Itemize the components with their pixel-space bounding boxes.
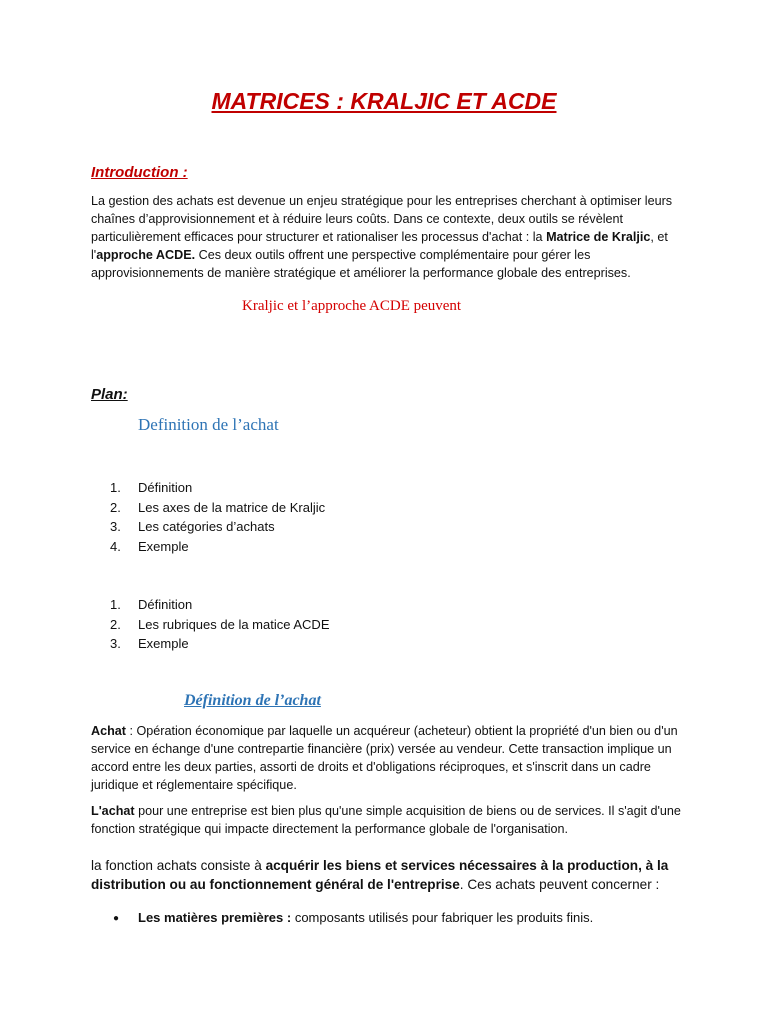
definition-paragraph-2 xyxy=(91,802,691,838)
list-number: 3. xyxy=(110,636,121,651)
bullet-bold: Les matières premières : xyxy=(138,910,292,925)
intro-text-1: La gestion des achats est devenue un enjeu stratégique pour les entreprises cherchant à optimiser leurs chaînes d’approvisionnement et à réduire leurs coûts. Dans ce contexte, deux outils se révèlent particulièrement efficaces pour structurer et rationaliser les processus d'achat : la xyxy=(91,194,673,244)
def-text-3a: la fonction achats consiste à xyxy=(91,858,266,873)
list-text: Les rubriques de la matice ACDE xyxy=(138,616,330,632)
definition-paragraph-3 xyxy=(91,856,691,894)
bullet-icon: ● xyxy=(113,913,120,924)
definition-paragraph-1 xyxy=(91,722,691,794)
list-text: Définition xyxy=(138,480,193,495)
bullet-text: composants utilisés pour fabriquer les produits finis. xyxy=(291,910,594,925)
plan-heading: Plan: xyxy=(91,386,128,403)
list-number: 3. xyxy=(110,519,121,534)
def-text-1: : Opération économique par laquelle un acquéreur (acheteur) obtient la propriété d'un bien ou d'un service en échange d'une contrepartie financière (prix) versée au vendeur. Cette transaction implique un accord entre les deux parties, assorti de droits et d'obligations réciproques, et s'inscrit dans un cadre juridique et réglementaire spécifique. xyxy=(91,724,678,792)
def-bold-achat: Achat xyxy=(91,724,126,738)
list-item xyxy=(110,480,410,500)
list-text: Exemple xyxy=(138,636,189,651)
list-number: 4. xyxy=(110,538,121,554)
list-item xyxy=(110,519,410,539)
intro-text-3: Ces deux outils offrent une perspective complémentaire pour gérer les approvisionnements de manière stratégique et améliorer la performance globale des entreprises. xyxy=(91,248,631,280)
list-number: 1. xyxy=(110,597,121,612)
plan-subheading: Definition de l’achat xyxy=(138,415,279,434)
list-item xyxy=(110,500,410,520)
plan-list-acde xyxy=(110,597,410,656)
introduction-heading: Introduction : xyxy=(91,164,188,181)
intro-bold-acde: approche ACDE. xyxy=(96,248,196,262)
list-item xyxy=(110,617,410,637)
list-item xyxy=(110,636,410,656)
bullet-item xyxy=(113,910,593,927)
intro-text-2: , et l' xyxy=(91,230,668,262)
intro-bold-kraljic: Matrice de Kraljic xyxy=(546,230,651,244)
document-title: MATRICES : KRALJIC ET ACDE xyxy=(211,88,557,114)
bullet-content xyxy=(138,910,593,927)
list-number: 2. xyxy=(110,499,121,515)
list-number: 2. xyxy=(110,616,121,632)
intro-fragment: Kraljic et l’approche ACDE peuvent xyxy=(242,298,462,314)
list-text: Les catégories d’achats xyxy=(138,519,275,534)
def-text-2: pour une entreprise est bien plus qu'une simple acquisition de biens ou de services. Il s'agit d'une fonction stratégique qui impacte directement la performance globale de l'organisation. xyxy=(91,804,681,836)
list-item xyxy=(110,539,410,559)
def-bold-function: acquérir les biens et services nécessaires à la production, à la distribution ou au fonctionnement général de l'entreprise xyxy=(91,858,669,892)
list-item xyxy=(110,597,410,617)
def-bold-lachat: L'achat xyxy=(91,804,135,818)
list-text: Les axes de la matrice de Kraljic xyxy=(138,499,326,515)
list-text: Définition xyxy=(138,597,193,612)
definition-heading: Définition de l’achat xyxy=(184,692,321,709)
plan-list-kraljic xyxy=(110,480,410,558)
introduction-paragraph xyxy=(91,192,691,282)
list-text: Exemple xyxy=(138,538,189,554)
def-text-3c: . Ces achats peuvent concerner : xyxy=(459,877,660,892)
list-number: 1. xyxy=(110,480,121,495)
